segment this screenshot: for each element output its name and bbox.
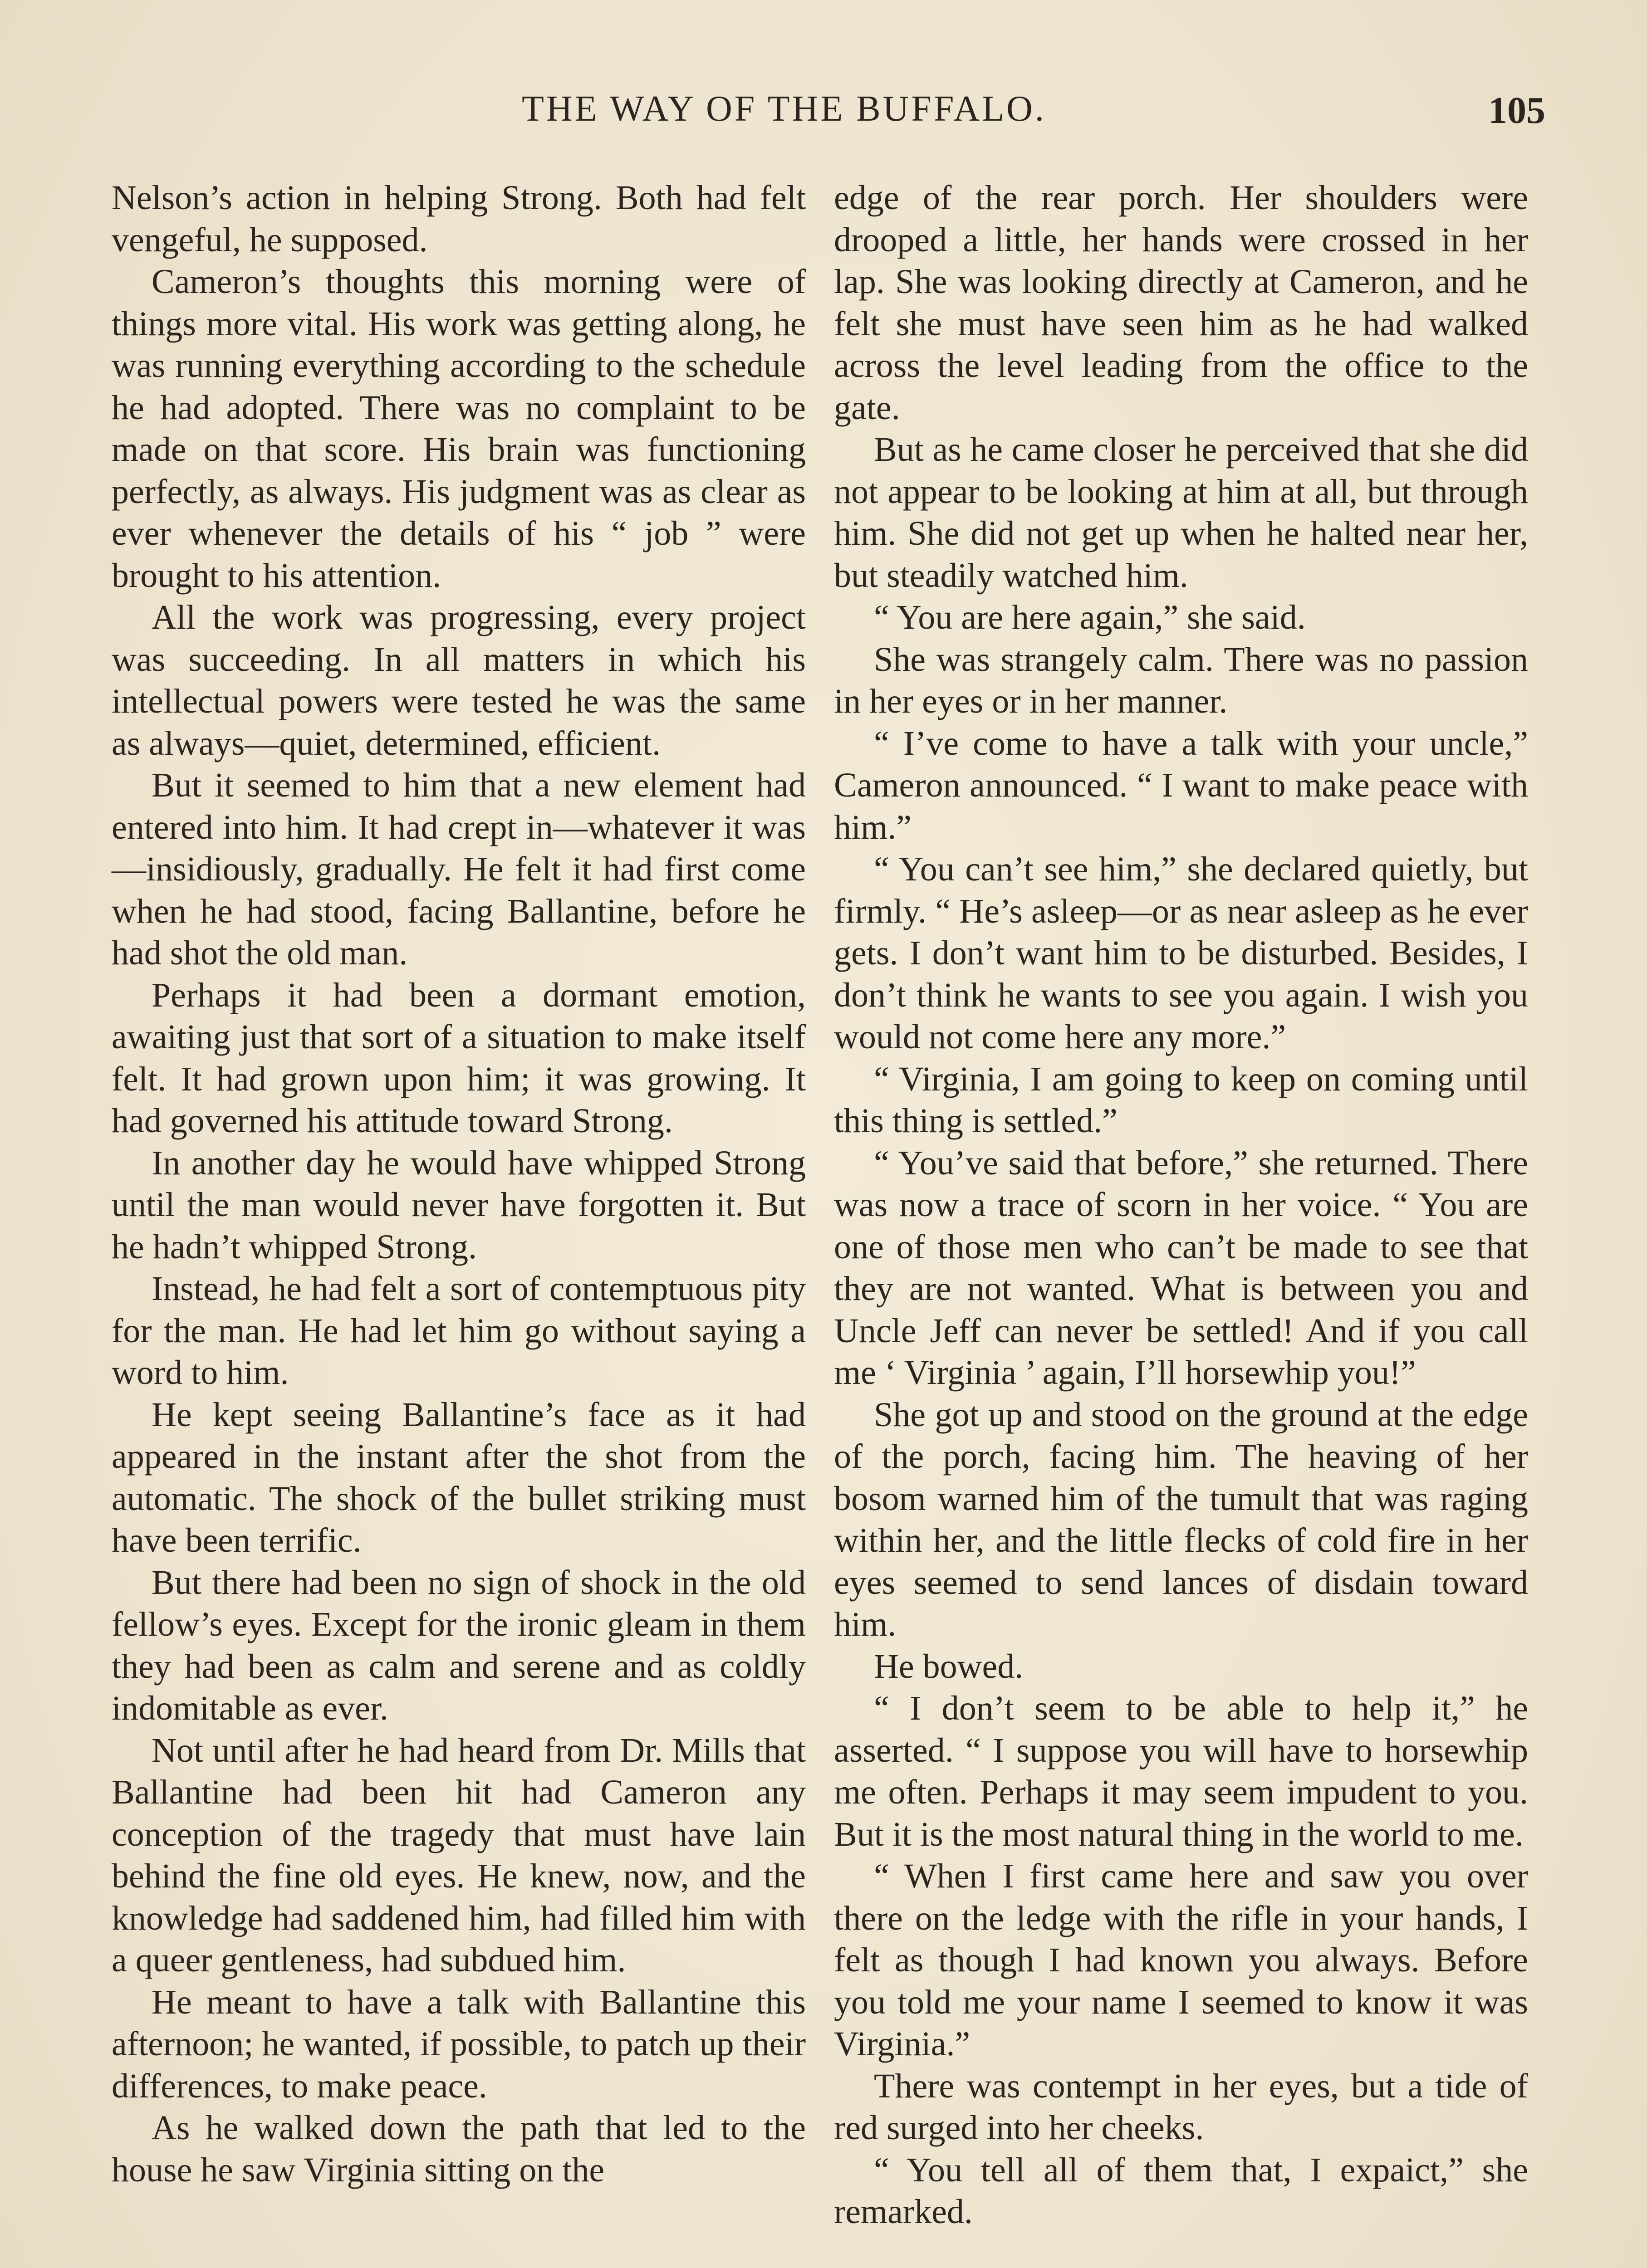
paragraph: There was contempt in her eyes, but a tide of red surged into her cheeks.	[834, 2067, 1528, 2147]
paragraph: “ Virginia, I am going to keep on coming until this thing is settled.”	[834, 1060, 1528, 1140]
paragraph: “ When I first came here and saw you over there on the ledge with the rifle in your hands, I felt as though I had known you always. Before you told me your name I seemed to know it was Virginia.”	[834, 1857, 1528, 2063]
paragraph: “ You are here again,” she said.	[874, 598, 1306, 636]
paragraph: “ I don’t seem to be able to help it,” he asserted. “ I suppose you will have to horsewhip me often. Perhaps it may seem impudent to you. But it is the most natural thing in the world to me.	[834, 1689, 1528, 1853]
paragraph: But it seemed to him that a new element had entered into him. It had crept in—whatever it was—insidiously, gradually. He felt it had first come when he had stood, facing Ballantine, before he had shot the old man.	[112, 766, 806, 972]
running-head: THE WAY OF THE BUFFALO.	[522, 89, 1046, 129]
paragraph: “ You’ve said that before,” she returned. There was now a trace of scorn in her voice. “ You are one of those men who can’t be made to see that they are not wanted. What is between you and Uncle Jeff can never be settled! And if you call me ‘ Virginia ’ again, I’ll horsewhip you!”	[834, 1144, 1528, 1392]
paragraph: Instead, he had felt a sort of contemptuous pity for the man. He had let him go without saying a word to him.	[112, 1270, 806, 1392]
paragraph: Cameron’s thoughts this morning were of things more vital. His work was getting along, he was running everything according to the schedule he had adopted. There was no complaint to be made on that score. His brain was functioning perfectly, as always. His judgment was as clear as ever whenever the details of his “ job ” were brought to his attention.	[112, 263, 806, 595]
right-column	[834, 177, 1528, 2233]
paragraph: He meant to have a talk with Ballantine this afternoon; he wanted, if possible, to patch up their differences, to make peace.	[112, 1983, 806, 2105]
paragraph: He bowed.	[874, 1647, 1024, 1686]
paragraph: As he walked down the path that led to the house he saw Virginia sitting on the	[112, 2109, 806, 2189]
page-number: 105	[1488, 89, 1545, 132]
paragraph: “ I’ve come to have a talk with your uncle,” Cameron announced. “ I want to make peace with him.”	[834, 724, 1528, 846]
paragraph: He kept seeing Ballantine’s face as it had appeared in the instant after the shot from the automatic. The shock of the bullet striking must have been terrific.	[112, 1395, 806, 1559]
paragraph: Nelson’s action in helping Strong. Both had felt vengeful, he supposed.	[112, 179, 806, 259]
paragraph: She was strangely calm. There was no passion in her eyes or in her manner.	[834, 640, 1528, 720]
paragraph: “ You can’t see him,” she declared quietly, but firmly. “ He’s asleep—or as near asleep as he ever gets. I don’t want him to be disturbed. Besides, I don’t think he wants to see you again. I wish you would not come here any more.”	[834, 850, 1528, 1056]
paragraph: Not until after he had heard from Dr. Mills that Ballantine had been hit had Cameron any conception of the tragedy that must have lain behind the fine old eyes. He knew, now, and the knowledge had saddened him, had filled him with a queer gentleness, had subdued him.	[112, 1731, 806, 1979]
paragraph: But as he came closer he perceived that she did not appear to be looking at him at all, but through him. She did not get up when he halted near her, but steadily watched him.	[834, 430, 1528, 595]
paragraph: In another day he would have whipped Strong until the man would never have forgotten it. But he hadn’t whipped Strong.	[112, 1144, 806, 1266]
paragraph: But there had been no sign of shock in the old fellow’s eyes. Except for the ironic gleam in them they had been as calm and serene and as coldly indomitable as ever.	[112, 1563, 806, 1727]
paragraph: edge of the rear porch. Her shoulders were drooped a little, her hands were crossed in her lap. She was looking directly at Cameron, and he felt she must have seen him as he had walked across the level leading from the office to the gate.	[834, 179, 1528, 427]
paragraph: She got up and stood on the ground at the edge of the porch, facing him. The heaving of her bosom warned him of the tumult that was raging within her, and the little flecks of cold fire in her eyes seemed to send lances of disdain toward him.	[834, 1395, 1528, 1643]
paragraph: All the work was progressing, every project was succeeding. In all matters in which his intellectual powers were tested he was the same as always—quiet, determined, efficient.	[112, 598, 806, 763]
paragraph: “ You tell all of them that, I expaict,” she remarked.	[834, 2151, 1528, 2231]
paragraph: Perhaps it had been a dormant emotion, awaiting just that sort of a situation to make itself felt. It had grown upon him; it was growing. It had governed his attitude toward Strong.	[112, 976, 806, 1140]
left-column	[112, 177, 806, 2191]
